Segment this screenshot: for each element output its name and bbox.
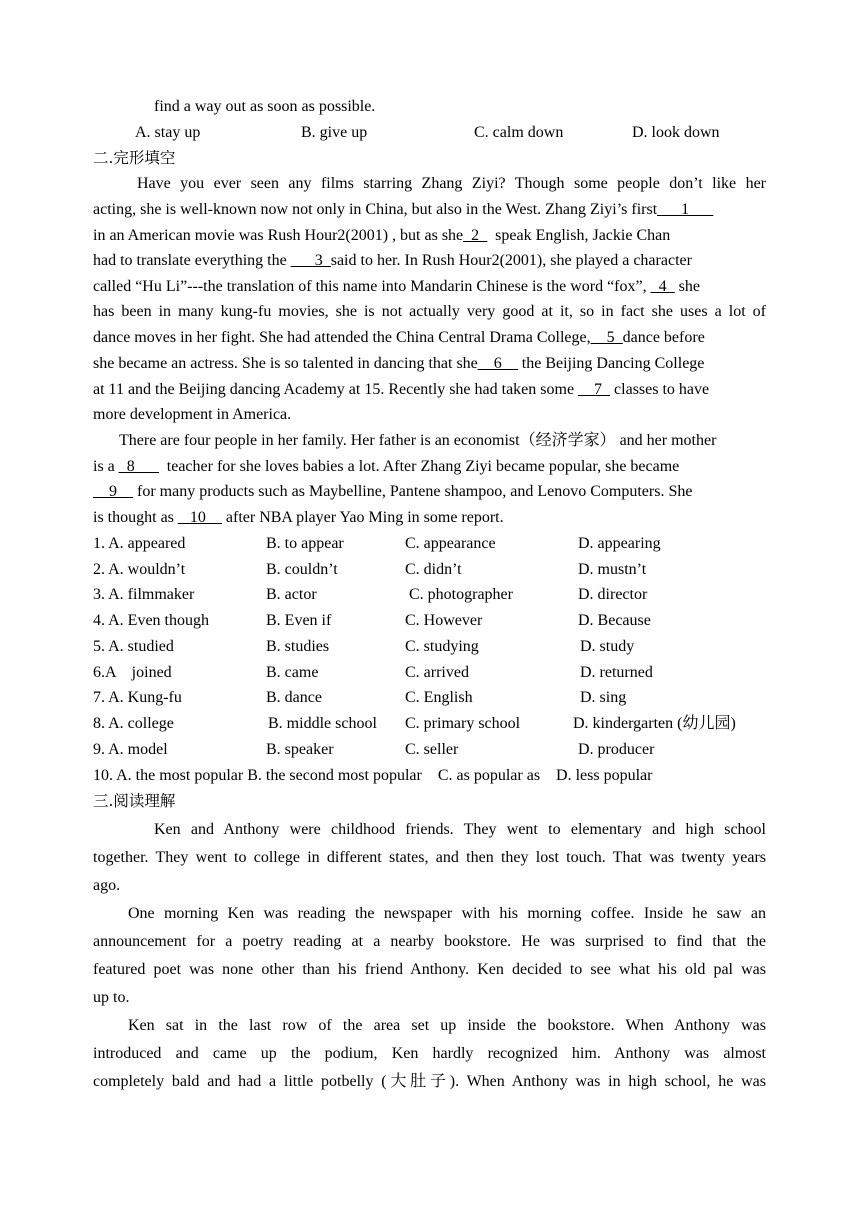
option-3a: 3. A. filmmaker <box>93 586 195 603</box>
option-9c: C. seller <box>405 741 459 758</box>
option-1b: B. to appear <box>266 535 344 552</box>
option-1d: D. appearing <box>578 535 661 552</box>
cloze-line-4 <box>93 251 692 271</box>
cloze-line-3-text: in an American movie was Rush Hour2(2001) , but as she <box>93 227 464 244</box>
cloze-line-2 <box>93 200 713 220</box>
cloze-p2-line-4 <box>93 508 504 528</box>
cloze-line-8-text: she became an actress. She is so talented in dancing that she <box>93 355 478 372</box>
blank-7: __7_ <box>578 381 611 398</box>
blank-10: _ 10__ <box>177 509 222 526</box>
reading-p2-line-3: featured poet was none other than his friend Anthony. Ken decided to see what his old pal was <box>93 961 766 978</box>
option-d: D. look down <box>632 124 720 141</box>
option-8a: 8. A. college <box>93 715 174 732</box>
cloze-line-3-rest: speak English, Jackie Chan <box>495 227 671 244</box>
blank-2: _2_ <box>463 227 488 244</box>
cloze-line-9 <box>93 380 709 400</box>
option-7c: C. English <box>405 689 473 706</box>
option-8c: C. primary school <box>405 715 521 732</box>
cloze-line-1: Have you ever seen any films starring Zhang Ziyi? Though some people don’t like her <box>137 175 766 192</box>
option-3d: D. director <box>578 586 648 603</box>
cloze-line-4-text: had to translate everything the <box>93 252 287 269</box>
cloze-line-7-rest: dance before <box>622 329 705 346</box>
option-4b: B. Even if <box>266 612 332 629</box>
cloze-line-5-text: called “Hu Li”---the translation of this name into Mandarin Chinese is the word “fox”, <box>93 278 647 295</box>
blank-8: _8___ <box>118 458 159 475</box>
option-6b: B. came <box>266 664 319 681</box>
option-4d: D. Because <box>578 612 651 629</box>
cloze-line-5-rest: she <box>678 278 700 295</box>
cloze-p2-line-3 <box>93 482 692 502</box>
reading-p1-line-2: together. They went to college in different states, and then they lost touch. That was twenty years <box>93 849 766 866</box>
option-8d: D. kindergarten (幼儿园) <box>573 715 736 732</box>
option-7b: B. dance <box>266 689 322 706</box>
option-5d: D. study <box>580 638 635 655</box>
reading-p3-line-3: completely bald and had a little potbelly (大肚子). When Anthony was in high school, he was <box>93 1073 766 1090</box>
option-1c: C. appearance <box>405 535 496 552</box>
cloze-line-5 <box>93 277 700 297</box>
option-4a: 4. A. Even though <box>93 612 209 629</box>
cloze-line-9-rest: classes to have <box>614 381 710 398</box>
cloze-p2-line-2-rest: teacher for she loves babies a lot. After Zhang Ziyi became popular, she became <box>166 458 680 475</box>
reading-p1-line-1: Ken and Anthony were childhood friends. They went to elementary and high school <box>154 821 766 838</box>
blank-1: ___1___ <box>657 201 714 218</box>
option-2a: 2. A. wouldn’t <box>93 561 186 578</box>
cloze-p2-line-4-rest: after NBA player Yao Ming in some report. <box>225 509 504 526</box>
option-9a: 9. A. model <box>93 741 168 758</box>
cloze-p2-line-3-text: for many products such as Maybelline, Pantene shampoo, and Lenovo Computers. She <box>137 483 693 500</box>
option-5c: C. studying <box>405 638 479 655</box>
cloze-p2-line-1: There are four people in her family. Her father is an economist（经济学家） and her mother <box>119 432 717 449</box>
option-6c: C. arrived <box>405 664 469 681</box>
section-heading-cloze: 二.完形填空 <box>93 149 176 167</box>
reading-p2-line-4: up to. <box>93 989 130 1006</box>
cloze-line-10: more development in America. <box>93 406 292 423</box>
cloze-p2-line-2 <box>93 457 679 477</box>
cloze-line-8 <box>93 354 704 374</box>
option-c: C. calm down <box>474 124 564 141</box>
blank-3: ___3_ <box>290 252 331 269</box>
blank-6: __6__ <box>477 355 518 372</box>
reading-p1-line-3: ago. <box>93 877 121 894</box>
question-15-tail: find a way out as soon as possible. <box>154 98 376 115</box>
reading-p3-line-2: introduced and came up the podium, Ken hardly recognized him. Anthony was almost <box>93 1045 766 1062</box>
option-3c: C. photographer <box>409 586 513 603</box>
blank-9: __9__ <box>93 483 133 500</box>
reading-p3-line-1: Ken sat in the last row of the area set up inside the bookstore. When Anthony was <box>128 1017 766 1034</box>
cloze-line-7-text: dance moves in her fight. She had attended the China Central Drama College, <box>93 329 591 346</box>
option-7d: D. sing <box>580 689 627 706</box>
option-3b: B. actor <box>266 586 317 603</box>
option-1a: 1. A. appeared <box>93 535 186 552</box>
option-10: 10. A. the most popular B. the second most popular C. as popular as D. less popular <box>93 767 653 784</box>
option-7a: 7. A. Kung-fu <box>93 689 182 706</box>
option-2d: D. mustn’t <box>578 561 647 578</box>
option-8b: B. middle school <box>268 715 377 732</box>
cloze-line-4-rest: said to her. In Rush Hour2(2001), she played a character <box>330 252 692 269</box>
blank-5: __5_ <box>590 329 623 346</box>
reading-p2-line-2: announcement for a poetry reading at a nearby bookstore. He was surprised to find that the <box>93 933 766 950</box>
cloze-line-7 <box>93 328 705 348</box>
option-2b: B. couldn’t <box>266 561 338 578</box>
cloze-line-2-text: acting, she is well-known now not only in China, but also in the West. Zhang Ziyi’s first <box>93 201 658 218</box>
reading-p2-line-1: One morning Ken was reading the newspaper with his morning coffee. Inside he saw an <box>128 905 766 922</box>
option-5b: B. studies <box>266 638 330 655</box>
section-heading-reading: 三.阅读理解 <box>93 792 176 810</box>
blank-4: _4_ <box>650 278 675 295</box>
option-9d: D. producer <box>578 741 655 758</box>
cloze-line-6: has been in many kung-fu movies, she is not actually very good at it, so in fact she uses a lot of <box>93 303 766 320</box>
option-5a: 5. A. studied <box>93 638 174 655</box>
cloze-line-3 <box>93 226 670 246</box>
cloze-line-8-rest: the Beijing Dancing College <box>521 355 705 372</box>
option-9b: B. speaker <box>266 741 334 758</box>
option-6d: D. returned <box>580 664 653 681</box>
option-2c: C. didn’t <box>405 561 462 578</box>
option-4c: C. However <box>405 612 483 629</box>
cloze-p2-line-4-text: is thought as <box>93 509 174 526</box>
option-6a: 6.A joined <box>93 664 172 681</box>
option-a: A. stay up <box>135 124 201 141</box>
cloze-p2-line-2-text: is a <box>93 458 115 475</box>
cloze-line-9-text: at 11 and the Beijing dancing Academy at 15. Recently she had taken some <box>93 381 575 398</box>
option-b: B. give up <box>301 124 368 141</box>
